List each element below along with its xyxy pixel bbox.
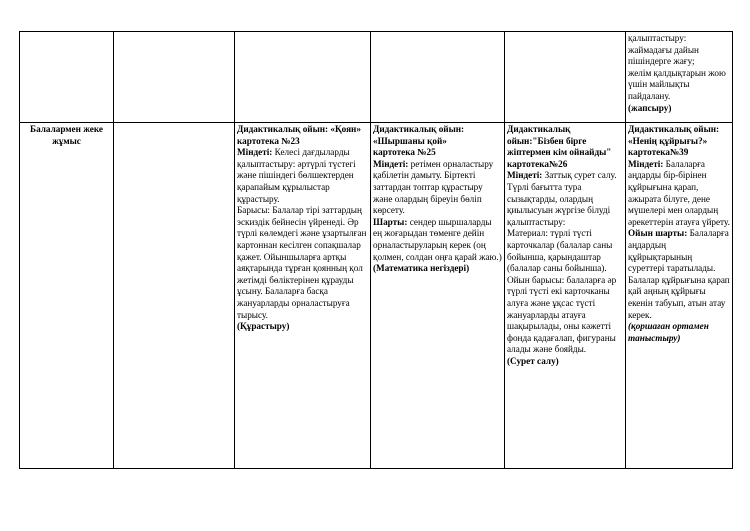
game-card-2 — [371, 123, 505, 469]
rules-text: сендер шыршаларды ең жоғарыдан төменге дейін орналастыруларың керек (оң қолмен, солдан оңға қарай жаю.) — [373, 216, 502, 262]
rules-label: Шарты: — [373, 216, 408, 227]
text-line: жаймадағы дайын — [628, 44, 699, 55]
row-label: Балалармен жеке жұмыс — [20, 123, 114, 469]
table-cell — [20, 32, 114, 123]
activity-footer: (Құрастыру) — [237, 321, 290, 332]
text-line: үшін майлықты — [628, 79, 690, 90]
game-title: Дидактикалық ойын: «Ненің құйрығы?» — [628, 124, 720, 146]
table-cell — [235, 32, 371, 123]
task-text: Балаларға аңдарды бір-бірінен құйрығына қарап, ажырата білуге, дене мүшелері мен олардың әрекеттерін атауға үйрету. — [628, 158, 730, 227]
task-text: Келесі дағдыларды қалыптастыру: әртүрлі түстегі және пішіндегі бөлшектерден қарапайым құрылыстар құрастыру. — [237, 147, 356, 204]
task-text: ретімен орналастыру қабілетін дамыту. Біртекті заттардан топтар құрастыру және олардың біреуін бөліп көрсету. — [373, 158, 494, 216]
table-row-top — [20, 32, 733, 123]
task-label: Міндеті: — [237, 147, 273, 158]
game-title: Дидактикалық ойын:"Бізбен бірге жіптермен кім ойнайды" — [507, 124, 612, 158]
table-cell — [114, 123, 235, 469]
task-label: Міндеті: — [628, 158, 664, 169]
rules-text: Балаларға аңдардың құйрықтарының суреттері таратылады. Балалар құйрығына қарап қай аңның құйрығы екенін табуып, атын атау керек. — [628, 228, 730, 320]
task-label: Міндеті: — [373, 158, 409, 169]
task-text: Заттық сурет салу. Түрлі бағытта тура сызықтарды, олардың қиылысуын жүргізе білуді қалыптастыру: — [507, 170, 617, 227]
text-line: пішіндерге жағу; — [628, 56, 695, 67]
plan-table — [19, 31, 733, 469]
text-line: желім қалдықтарын жою — [628, 67, 726, 78]
game-card-1 — [235, 123, 371, 469]
card-number: картотека №23 — [237, 135, 300, 146]
card-number: картотека№39 — [628, 147, 689, 158]
game-title: Дидактикалық ойын: «Шыршаны қой» — [373, 124, 465, 146]
card-number: картотека №25 — [373, 147, 436, 158]
game-card-4 — [626, 123, 733, 469]
table-cell-top-continuation — [626, 32, 733, 123]
table-cell — [371, 32, 505, 123]
table-row-individual-work — [20, 123, 733, 469]
activity-footer: (Сурет салу) — [507, 355, 559, 366]
rules-label: Ойын шарты: — [628, 228, 688, 239]
table-cell — [505, 32, 626, 123]
task-label: Міндеті: — [507, 170, 543, 181]
activity-footer: (жапсыру) — [628, 102, 672, 113]
card-number: картотека№26 — [507, 158, 568, 169]
game-card-3 — [505, 123, 626, 469]
text-line: қалыптастыру: — [628, 33, 687, 43]
activity-footer: (Математика негіздері) — [373, 263, 470, 274]
game-body: Материал: түрлі түсті карточкалар (балалар саны бойынша, қарындаштар (балалар саны бойынша). Ойын барысы: балаларға әр түрлі түсті екі карточканы алуға және ұқсас түсті жануарларды атауға шақырылады, оны кәжетті фонда қадағалап, фигураны алады және бояйды. — [507, 228, 617, 355]
game-body: Барысы: Балалар тірі заттардың эскиздік бейнесін үйренеді. Әр түрлі көлемдегі және ұзартылған картоннан кесілген сопақшалар қажет. Ойыншыларға артқы аяқтарында тұрған қоянның қол жетімді бөліктерінен құрауды ұсыну. Балаларға басқа жануарларды орналастыруға тырысу. — [237, 205, 367, 320]
activity-footer: (қоршаған ортамен таныстыру) — [628, 321, 709, 343]
text-line: пайдалану. — [628, 90, 671, 101]
table-cell — [114, 32, 235, 123]
game-title: Дидактикалық ойын: «Қоян» — [237, 124, 361, 134]
